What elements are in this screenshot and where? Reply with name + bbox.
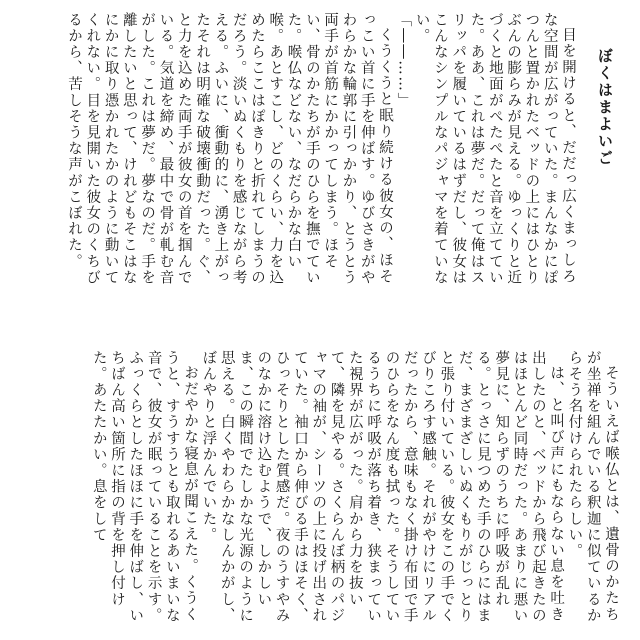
dialogue-dash: 「――……」 bbox=[395, 12, 412, 109]
paragraph-awakening: は、と叫び声にもならない息を吐き出したのと、ベッドから飛び起きたのはほとんど同時だった。あまりに悪い夢見に、知らずのうちに呼吸が乱れる。とっさに見つめた手のひらにはまだ、まざまざしいぬくもりがじっとりと張り付いている。彼女をこの手でくびりころす感触。それがやけにリアルだったから、意味もなく掛け布団で手のひらをなん度も拭った。そうしているうちに呼吸が落ち着き、狭まっていた視界が広がった。肩から力を抜いて、隣を見やる。さくらんぼ柄のパジャマの袖が、シーツの上に投げ出されていた。袖口から伸びる手はほそく、ひっそりとした質感だ。夜のうすやみのなかに溶け込むようで、しかしいま、この瞬間でたしかな光源のように思える。白くやわらかなしんかがし、ぼんやりと浮かんでいた。 bbox=[200, 350, 565, 624]
paragraph-opening: 目を開けると、だだっ広くまっしろな空間が広がっていた。まんなかにぽつんと置かれたベッドの上にはひとりぶんの膨らみが見える。ゆっくりと近づくと地面がぺたぺたと音を立てていた。ああ、これは夢だ。だって俺はスリッパを履いているはずだし、彼女はこんなシンプルなパジャマを着ていない。 bbox=[413, 12, 576, 286]
paragraph-sleeping-breath: おだやかな寝息が聞こえた。くうくうと、すうすうとも取れるあいまいな音で、彼女が眠っていることを示す。ふっくらとしたほほに手を伸ばし、いちばん高い箇所に指の背を押し付けた。あたたかい。息をして bbox=[90, 350, 199, 624]
story-title: ぼくはまよいご bbox=[596, 48, 614, 167]
paragraph-adams-apple: そういえば喉仏とは、遺骨のかたちが坐禅を組んでいる釈迦に似ているからそう名付けられたらしい。 bbox=[566, 350, 619, 624]
bottom-text-block bbox=[90, 350, 620, 632]
paragraph-strangling: くうくうと眠り続ける彼女の、ほそっこい首に手を伸ばす。ゆびさきがやわらかな輪郭に引っかかり、とうとう両手が首筋にかかってしまう。ほそい、骨のかたちが手のひらを撫でていた。喉仏などない、なだらかな白い喉。あとすこし、どのくらい、力を込めたらここはぽきりと折れてしまうのだろう。淡いぬくもりを感じながら考える。ふいに、衝動的に、湧き上がったそれは明確な破壊衝動だった。ぐ、と力を込めた両手が彼女の首を掴んでいる。気道を締め、最中で骨が軋む音がした。これは夢だ。夢なのだ。手を離したいと思って、けれどもそこはなにかに取り憑かれたかのように動いてくれない。目を見開いた彼女のくちびるから、苦しそうな声がこぼれた。 bbox=[65, 12, 394, 286]
top-text-block bbox=[65, 12, 620, 304]
